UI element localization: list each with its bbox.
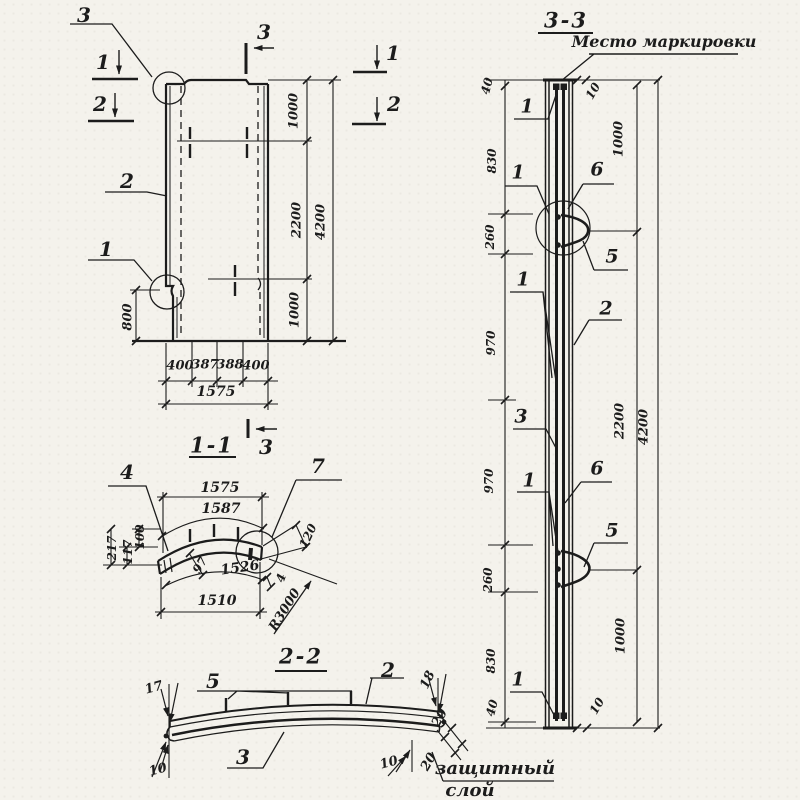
s33-callout-2: 2 <box>599 297 613 320</box>
plan-marker-2-left: 2 <box>93 92 107 116</box>
s22-dim-20-a: 20 <box>428 706 452 730</box>
plan-marker-3-bottom: 3 <box>259 435 273 459</box>
plan-callout-2: 2 <box>120 169 134 193</box>
s22-callout-2: 2 <box>381 658 395 682</box>
s22-dim-10-left: 10 <box>147 760 169 780</box>
s22-callout-3: 3 <box>236 745 250 769</box>
s33-dim-10-top: 10 <box>582 80 604 102</box>
s33-callout-1-top: 1 <box>520 95 534 118</box>
s11-dim-radius: R3000 <box>266 586 304 634</box>
plan-dim-4200: 4200 <box>313 203 329 241</box>
s11-dim-97: 97 <box>189 554 211 576</box>
plan-dim-388: 388 <box>216 357 244 373</box>
plan-dim-387: 387 <box>191 357 219 373</box>
section-3-3-title: 3-3 <box>544 7 588 33</box>
s33-callout-5-bottom: 5 <box>605 519 619 542</box>
s11-dim-1526: 1526 <box>219 557 261 579</box>
s33-dim-1000-top: 1000 <box>611 120 627 158</box>
s22-dim-20-b: 20 <box>417 750 441 774</box>
s22-note-line-1: защитный <box>434 758 556 779</box>
plan-dim-1000-bottom: 1000 <box>287 291 303 329</box>
s22-dim-10-right: 10 <box>378 753 400 773</box>
plan-marker-2-right: 2 <box>387 92 401 116</box>
section-2-2-title: 2-2 <box>279 643 323 669</box>
s11-dim-117: 117 <box>121 539 135 565</box>
plan-dim-400-b: 400 <box>242 358 270 374</box>
section-1-1-title: 1-1 <box>190 432 234 458</box>
s33-callout-3: 3 <box>514 405 528 428</box>
plan-dim-2200: 2200 <box>289 201 305 239</box>
s33-callout-1-c: 1 <box>522 469 536 492</box>
plan-marker-1-left: 1 <box>96 50 110 74</box>
plan-marker-1-right: 1 <box>386 41 400 65</box>
s33-dim-2200: 2200 <box>612 402 628 440</box>
s11-dim-1575: 1575 <box>200 480 240 496</box>
plan-marker-3-top: 3 <box>257 20 271 44</box>
s11-dim-1587: 1587 <box>201 501 241 517</box>
s33-callout-1-b: 1 <box>516 268 530 291</box>
s33-dim-830-top: 830 <box>485 148 499 174</box>
plan-callout-1: 1 <box>99 237 113 261</box>
s33-dim-40-top: 40 <box>478 76 496 96</box>
s33-callout-6-bottom: 6 <box>590 457 604 480</box>
s11-dim-100: 100 <box>133 524 147 550</box>
plan-callout-3: 3 <box>77 3 91 27</box>
s33-marking-note: Место маркировки <box>571 32 757 51</box>
plan-dim-400-a: 400 <box>166 358 194 374</box>
s33-callout-1-a: 1 <box>511 161 525 184</box>
plan-dim-1575: 1575 <box>196 384 236 400</box>
s33-dim-10-bottom: 10 <box>586 695 608 717</box>
s33-dim-260-bottom: 260 <box>481 567 495 593</box>
s11-dim-217: 217 <box>105 535 119 561</box>
s33-dim-4200: 4200 <box>636 408 652 446</box>
s22-dim-17: 17 <box>143 678 165 698</box>
s11-callout-4: 4 <box>120 460 134 484</box>
s33-dim-1000-bottom: 1000 <box>613 617 629 655</box>
s33-dim-830-bottom: 830 <box>484 648 498 674</box>
s22-note-line-2: слой <box>445 780 495 800</box>
s22-dim-18: 18 <box>417 668 439 692</box>
plan-dim-1000-top: 1000 <box>286 92 302 130</box>
s33-callout-6-top: 6 <box>590 158 604 181</box>
s11-dim-4: 4 <box>272 571 290 585</box>
s33-dim-970-bottom: 970 <box>482 468 496 494</box>
s11-dim-1510: 1510 <box>197 593 237 609</box>
s33-callout-5-top: 5 <box>605 245 619 268</box>
plan-dim-800: 800 <box>120 303 136 331</box>
plan-view <box>70 20 387 438</box>
s11-dim-120: 120 <box>296 521 320 551</box>
s22-callout-5: 5 <box>206 669 220 693</box>
s33-dim-260-top: 260 <box>483 224 497 250</box>
s33-dim-970-top: 970 <box>484 330 498 356</box>
s11-callout-7: 7 <box>311 454 325 478</box>
s33-dim-40-bottom: 40 <box>483 698 501 718</box>
s33-callout-1-bottom: 1 <box>511 668 525 691</box>
